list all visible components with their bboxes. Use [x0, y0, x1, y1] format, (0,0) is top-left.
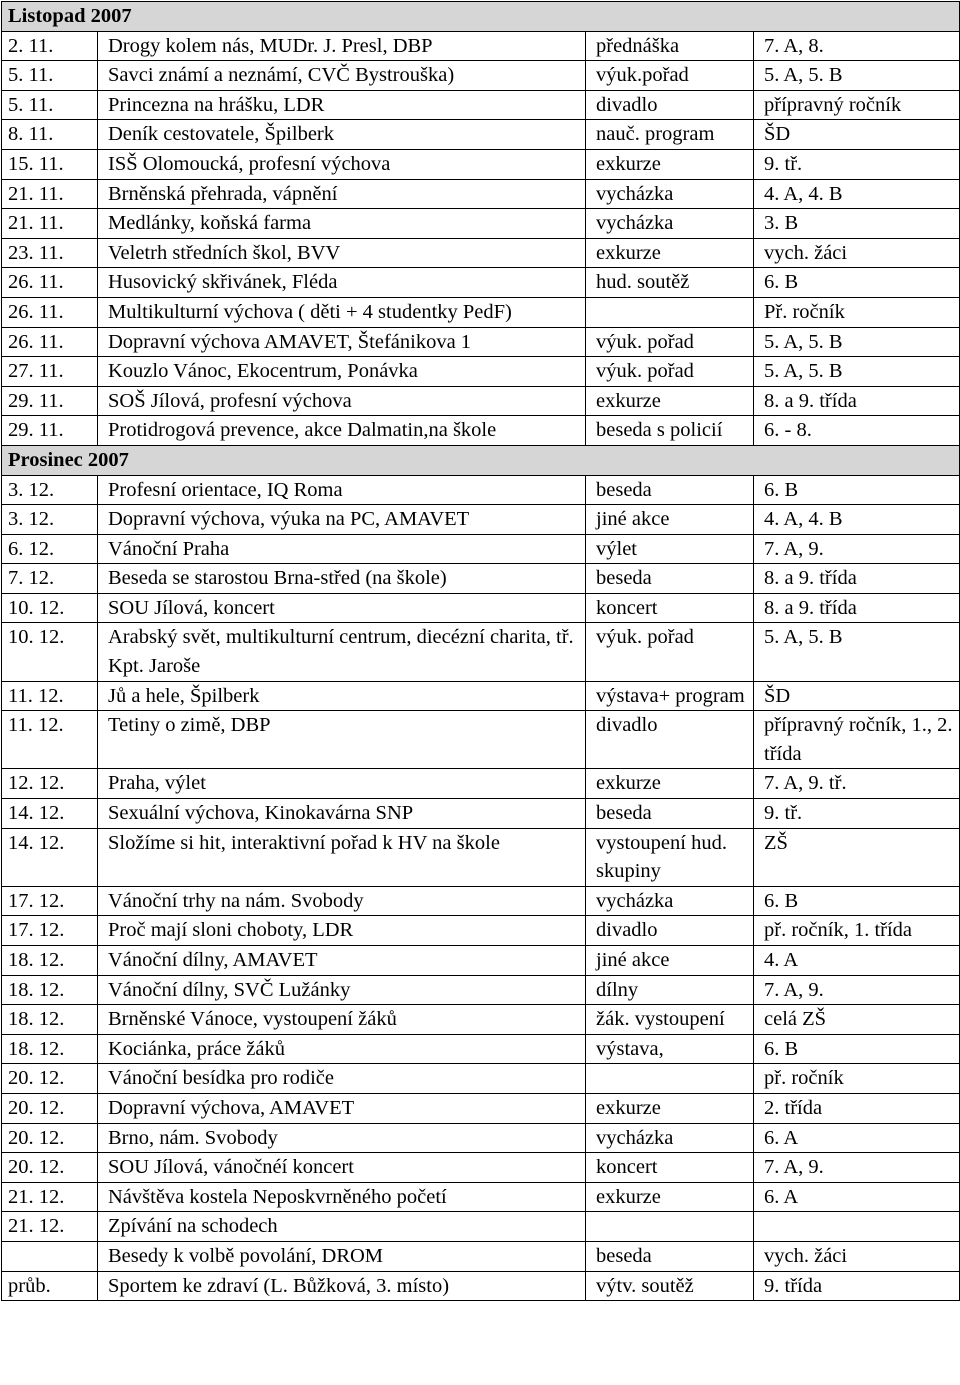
event-cell: Multikulturní výchova ( děti + 4 studentky PedF) — [98, 297, 586, 327]
table-row — [2, 268, 960, 298]
table-row — [2, 357, 960, 387]
class-cell: přípravný ročník — [754, 90, 960, 120]
table-row — [2, 31, 960, 61]
event-cell: Princezna na hrášku, LDR — [98, 90, 586, 120]
class-cell: 4. A, 4. B — [754, 179, 960, 209]
table-row — [2, 386, 960, 416]
event-cell: Husovický skřivánek, Fléda — [98, 268, 586, 298]
event-cell: Besedy k volbě povolání, DROM — [98, 1241, 586, 1271]
class-cell: Př. ročník — [754, 297, 960, 327]
type-cell — [586, 1212, 754, 1242]
type-cell: žák. vystoupení — [586, 1005, 754, 1035]
table-row — [2, 916, 960, 946]
date-cell: 18. 12. — [2, 1005, 98, 1035]
table-row — [2, 1153, 960, 1183]
date-cell: 12. 12. — [2, 769, 98, 799]
type-cell: výuk.pořad — [586, 61, 754, 91]
date-cell: 26. 11. — [2, 297, 98, 327]
date-cell: 7. 12. — [2, 564, 98, 594]
class-cell: 7. A, 9. — [754, 534, 960, 564]
class-cell: 9. tř. — [754, 799, 960, 829]
class-cell: 4. A — [754, 946, 960, 976]
type-cell: exkurze — [586, 1093, 754, 1123]
date-cell: 6. 12. — [2, 534, 98, 564]
class-cell: 7. A, 9. — [754, 975, 960, 1005]
class-cell: vych. žáci — [754, 1241, 960, 1271]
class-cell: 2. třída — [754, 1093, 960, 1123]
schedule-body — [2, 2, 960, 1301]
type-cell: výstava, — [586, 1034, 754, 1064]
table-row — [2, 1034, 960, 1064]
event-cell: Proč mají sloni choboty, LDR — [98, 916, 586, 946]
table-row — [2, 238, 960, 268]
class-cell: 6. A — [754, 1182, 960, 1212]
class-cell: 6. A — [754, 1123, 960, 1153]
type-cell: koncert — [586, 593, 754, 623]
event-cell: Drogy kolem nás, MUDr. J. Presl, DBP — [98, 31, 586, 61]
event-cell: Sexuální výchova, Kinokavárna SNP — [98, 799, 586, 829]
table-row — [2, 1123, 960, 1153]
month-header-row — [2, 2, 960, 32]
type-cell: výstava+ program — [586, 681, 754, 711]
table-row — [2, 90, 960, 120]
class-cell: přípravný ročník, 1., 2. třída — [754, 711, 960, 769]
class-cell: 9. tř. — [754, 149, 960, 179]
table-row — [2, 61, 960, 91]
type-cell — [586, 297, 754, 327]
type-cell: hud. soutěž — [586, 268, 754, 298]
event-cell: Brněnská přehrada, vápnění — [98, 179, 586, 209]
event-cell: ISŠ Olomoucká, profesní výchova — [98, 149, 586, 179]
month-header: Prosinec 2007 — [2, 445, 960, 475]
class-cell: celá ZŠ — [754, 1005, 960, 1035]
table-row — [2, 149, 960, 179]
type-cell: vycházka — [586, 179, 754, 209]
class-cell: 6. - 8. — [754, 416, 960, 446]
type-cell: vycházka — [586, 886, 754, 916]
type-cell: dílny — [586, 975, 754, 1005]
table-row — [2, 681, 960, 711]
table-row — [2, 711, 960, 769]
date-cell: 26. 11. — [2, 268, 98, 298]
type-cell: vycházka — [586, 1123, 754, 1153]
type-cell: beseda — [586, 1241, 754, 1271]
class-cell: 5. A, 5. B — [754, 623, 960, 681]
event-cell: Brněnské Vánoce, vystoupení žáků — [98, 1005, 586, 1035]
type-cell: beseda — [586, 475, 754, 505]
class-cell: př. ročník — [754, 1064, 960, 1094]
event-cell: Beseda se starostou Brna-střed (na škole) — [98, 564, 586, 594]
date-cell: 10. 12. — [2, 623, 98, 681]
type-cell: výtv. soutěž — [586, 1271, 754, 1301]
table-row — [2, 120, 960, 150]
table-row — [2, 886, 960, 916]
class-cell: 6. B — [754, 886, 960, 916]
class-cell: ŠD — [754, 681, 960, 711]
date-cell: 20. 12. — [2, 1093, 98, 1123]
table-row — [2, 534, 960, 564]
class-cell: ZŠ — [754, 828, 960, 886]
date-cell: 11. 12. — [2, 711, 98, 769]
table-row — [2, 1005, 960, 1035]
event-cell: Vánoční besídka pro rodiče — [98, 1064, 586, 1094]
date-cell: 5. 11. — [2, 90, 98, 120]
table-row — [2, 1241, 960, 1271]
date-cell: 14. 12. — [2, 828, 98, 886]
type-cell: divadlo — [586, 711, 754, 769]
class-cell: 5. A, 5. B — [754, 327, 960, 357]
event-cell: Vánoční dílny, AMAVET — [98, 946, 586, 976]
table-row — [2, 297, 960, 327]
table-row — [2, 209, 960, 239]
table-row — [2, 975, 960, 1005]
type-cell: divadlo — [586, 916, 754, 946]
event-cell: Jů a hele, Špilberk — [98, 681, 586, 711]
type-cell: výuk. pořad — [586, 623, 754, 681]
event-cell: Sportem ke zdraví (L. Bůžková, 3. místo) — [98, 1271, 586, 1301]
class-cell: 6. B — [754, 475, 960, 505]
event-cell: Zpívání na schodech — [98, 1212, 586, 1242]
type-cell: exkurze — [586, 149, 754, 179]
class-cell — [754, 1212, 960, 1242]
date-cell: 14. 12. — [2, 799, 98, 829]
event-cell: SOU Jílová, koncert — [98, 593, 586, 623]
type-cell: koncert — [586, 1153, 754, 1183]
date-cell: 10. 12. — [2, 593, 98, 623]
date-cell: 20. 12. — [2, 1064, 98, 1094]
date-cell: 3. 12. — [2, 475, 98, 505]
event-cell: Dopravní výchova, AMAVET — [98, 1093, 586, 1123]
table-row — [2, 1212, 960, 1242]
event-cell: Dopravní výchova AMAVET, Štefánikova 1 — [98, 327, 586, 357]
date-cell: 21. 12. — [2, 1182, 98, 1212]
type-cell: jiné akce — [586, 946, 754, 976]
event-cell: SOU Jílová, vánočnéí koncert — [98, 1153, 586, 1183]
class-cell: 5. A, 5. B — [754, 357, 960, 387]
date-cell: 18. 12. — [2, 946, 98, 976]
event-cell: Savci známí a neznámí, CVČ Bystrouška) — [98, 61, 586, 91]
class-cell: 9. třída — [754, 1271, 960, 1301]
date-cell: 20. 12. — [2, 1153, 98, 1183]
table-row — [2, 1093, 960, 1123]
type-cell: jiné akce — [586, 505, 754, 535]
class-cell: 8. a 9. třída — [754, 386, 960, 416]
date-cell: 2. 11. — [2, 31, 98, 61]
event-cell: SOŠ Jílová, profesní výchova — [98, 386, 586, 416]
type-cell: vystoupení hud. skupiny — [586, 828, 754, 886]
type-cell: přednáška — [586, 31, 754, 61]
type-cell — [586, 1064, 754, 1094]
class-cell: 7. A, 9. tř. — [754, 769, 960, 799]
date-cell: 20. 12. — [2, 1123, 98, 1153]
date-cell: 27. 11. — [2, 357, 98, 387]
event-cell: Praha, výlet — [98, 769, 586, 799]
table-row — [2, 1064, 960, 1094]
table-row — [2, 946, 960, 976]
date-cell: 26. 11. — [2, 327, 98, 357]
date-cell: 8. 11. — [2, 120, 98, 150]
event-cell: Protidrogová prevence, akce Dalmatin,na škole — [98, 416, 586, 446]
class-cell: ŠD — [754, 120, 960, 150]
date-cell: 5. 11. — [2, 61, 98, 91]
class-cell: 7. A, 9. — [754, 1153, 960, 1183]
type-cell: beseda s policií — [586, 416, 754, 446]
event-cell: Profesní orientace, IQ Roma — [98, 475, 586, 505]
table-row — [2, 179, 960, 209]
event-cell: Tetiny o zimě, DBP — [98, 711, 586, 769]
date-cell: 15. 11. — [2, 149, 98, 179]
month-header: Listopad 2007 — [2, 2, 960, 32]
month-header-row — [2, 445, 960, 475]
table-row — [2, 416, 960, 446]
class-cell: 6. B — [754, 1034, 960, 1064]
table-row — [2, 1182, 960, 1212]
table-row — [2, 593, 960, 623]
table-row — [2, 327, 960, 357]
date-cell: 21. 11. — [2, 179, 98, 209]
table-row — [2, 799, 960, 829]
class-cell: 7. A, 8. — [754, 31, 960, 61]
table-row — [2, 564, 960, 594]
type-cell: divadlo — [586, 90, 754, 120]
date-cell: průb. — [2, 1271, 98, 1301]
event-cell: Deník cestovatele, Špilberk — [98, 120, 586, 150]
class-cell: př. ročník, 1. třída — [754, 916, 960, 946]
type-cell: beseda — [586, 564, 754, 594]
date-cell: 21. 11. — [2, 209, 98, 239]
date-cell: 21. 12. — [2, 1212, 98, 1242]
type-cell: výlet — [586, 534, 754, 564]
date-cell: 18. 12. — [2, 975, 98, 1005]
table-row — [2, 828, 960, 886]
event-cell: Arabský svět, multikulturní centrum, diecézní charita, tř. Kpt. Jaroše — [98, 623, 586, 681]
table-row — [2, 1271, 960, 1301]
table-row — [2, 769, 960, 799]
table-row — [2, 505, 960, 535]
event-cell: Vánoční trhy na nám. Svobody — [98, 886, 586, 916]
event-cell: Dopravní výchova, výuka na PC, AMAVET — [98, 505, 586, 535]
type-cell: beseda — [586, 799, 754, 829]
date-cell: 17. 12. — [2, 886, 98, 916]
date-cell: 18. 12. — [2, 1034, 98, 1064]
event-cell: Kociánka, práce žáků — [98, 1034, 586, 1064]
type-cell: exkurze — [586, 769, 754, 799]
date-cell: 29. 11. — [2, 386, 98, 416]
schedule-table — [1, 1, 960, 1301]
date-cell — [2, 1241, 98, 1271]
event-cell: Vánoční Praha — [98, 534, 586, 564]
date-cell: 17. 12. — [2, 916, 98, 946]
event-cell: Návštěva kostela Neposkvrněného početí — [98, 1182, 586, 1212]
class-cell: 8. a 9. třída — [754, 564, 960, 594]
class-cell: vych. žáci — [754, 238, 960, 268]
class-cell: 6. B — [754, 268, 960, 298]
date-cell: 29. 11. — [2, 416, 98, 446]
date-cell: 11. 12. — [2, 681, 98, 711]
class-cell: 8. a 9. třída — [754, 593, 960, 623]
date-cell: 3. 12. — [2, 505, 98, 535]
event-cell: Brno, nám. Svobody — [98, 1123, 586, 1153]
type-cell: nauč. program — [586, 120, 754, 150]
event-cell: Veletrh středních škol, BVV — [98, 238, 586, 268]
date-cell: 23. 11. — [2, 238, 98, 268]
table-row — [2, 623, 960, 681]
class-cell: 5. A, 5. B — [754, 61, 960, 91]
event-cell: Vánoční dílny, SVČ Lužánky — [98, 975, 586, 1005]
type-cell: výuk. pořad — [586, 327, 754, 357]
type-cell: exkurze — [586, 386, 754, 416]
event-cell: Kouzlo Vánoc, Ekocentrum, Ponávka — [98, 357, 586, 387]
type-cell: vycházka — [586, 209, 754, 239]
class-cell: 3. B — [754, 209, 960, 239]
type-cell: výuk. pořad — [586, 357, 754, 387]
table-row — [2, 475, 960, 505]
event-cell: Medlánky, koňská farma — [98, 209, 586, 239]
type-cell: exkurze — [586, 238, 754, 268]
type-cell: exkurze — [586, 1182, 754, 1212]
event-cell: Složíme si hit, interaktivní pořad k HV na škole — [98, 828, 586, 886]
class-cell: 4. A, 4. B — [754, 505, 960, 535]
